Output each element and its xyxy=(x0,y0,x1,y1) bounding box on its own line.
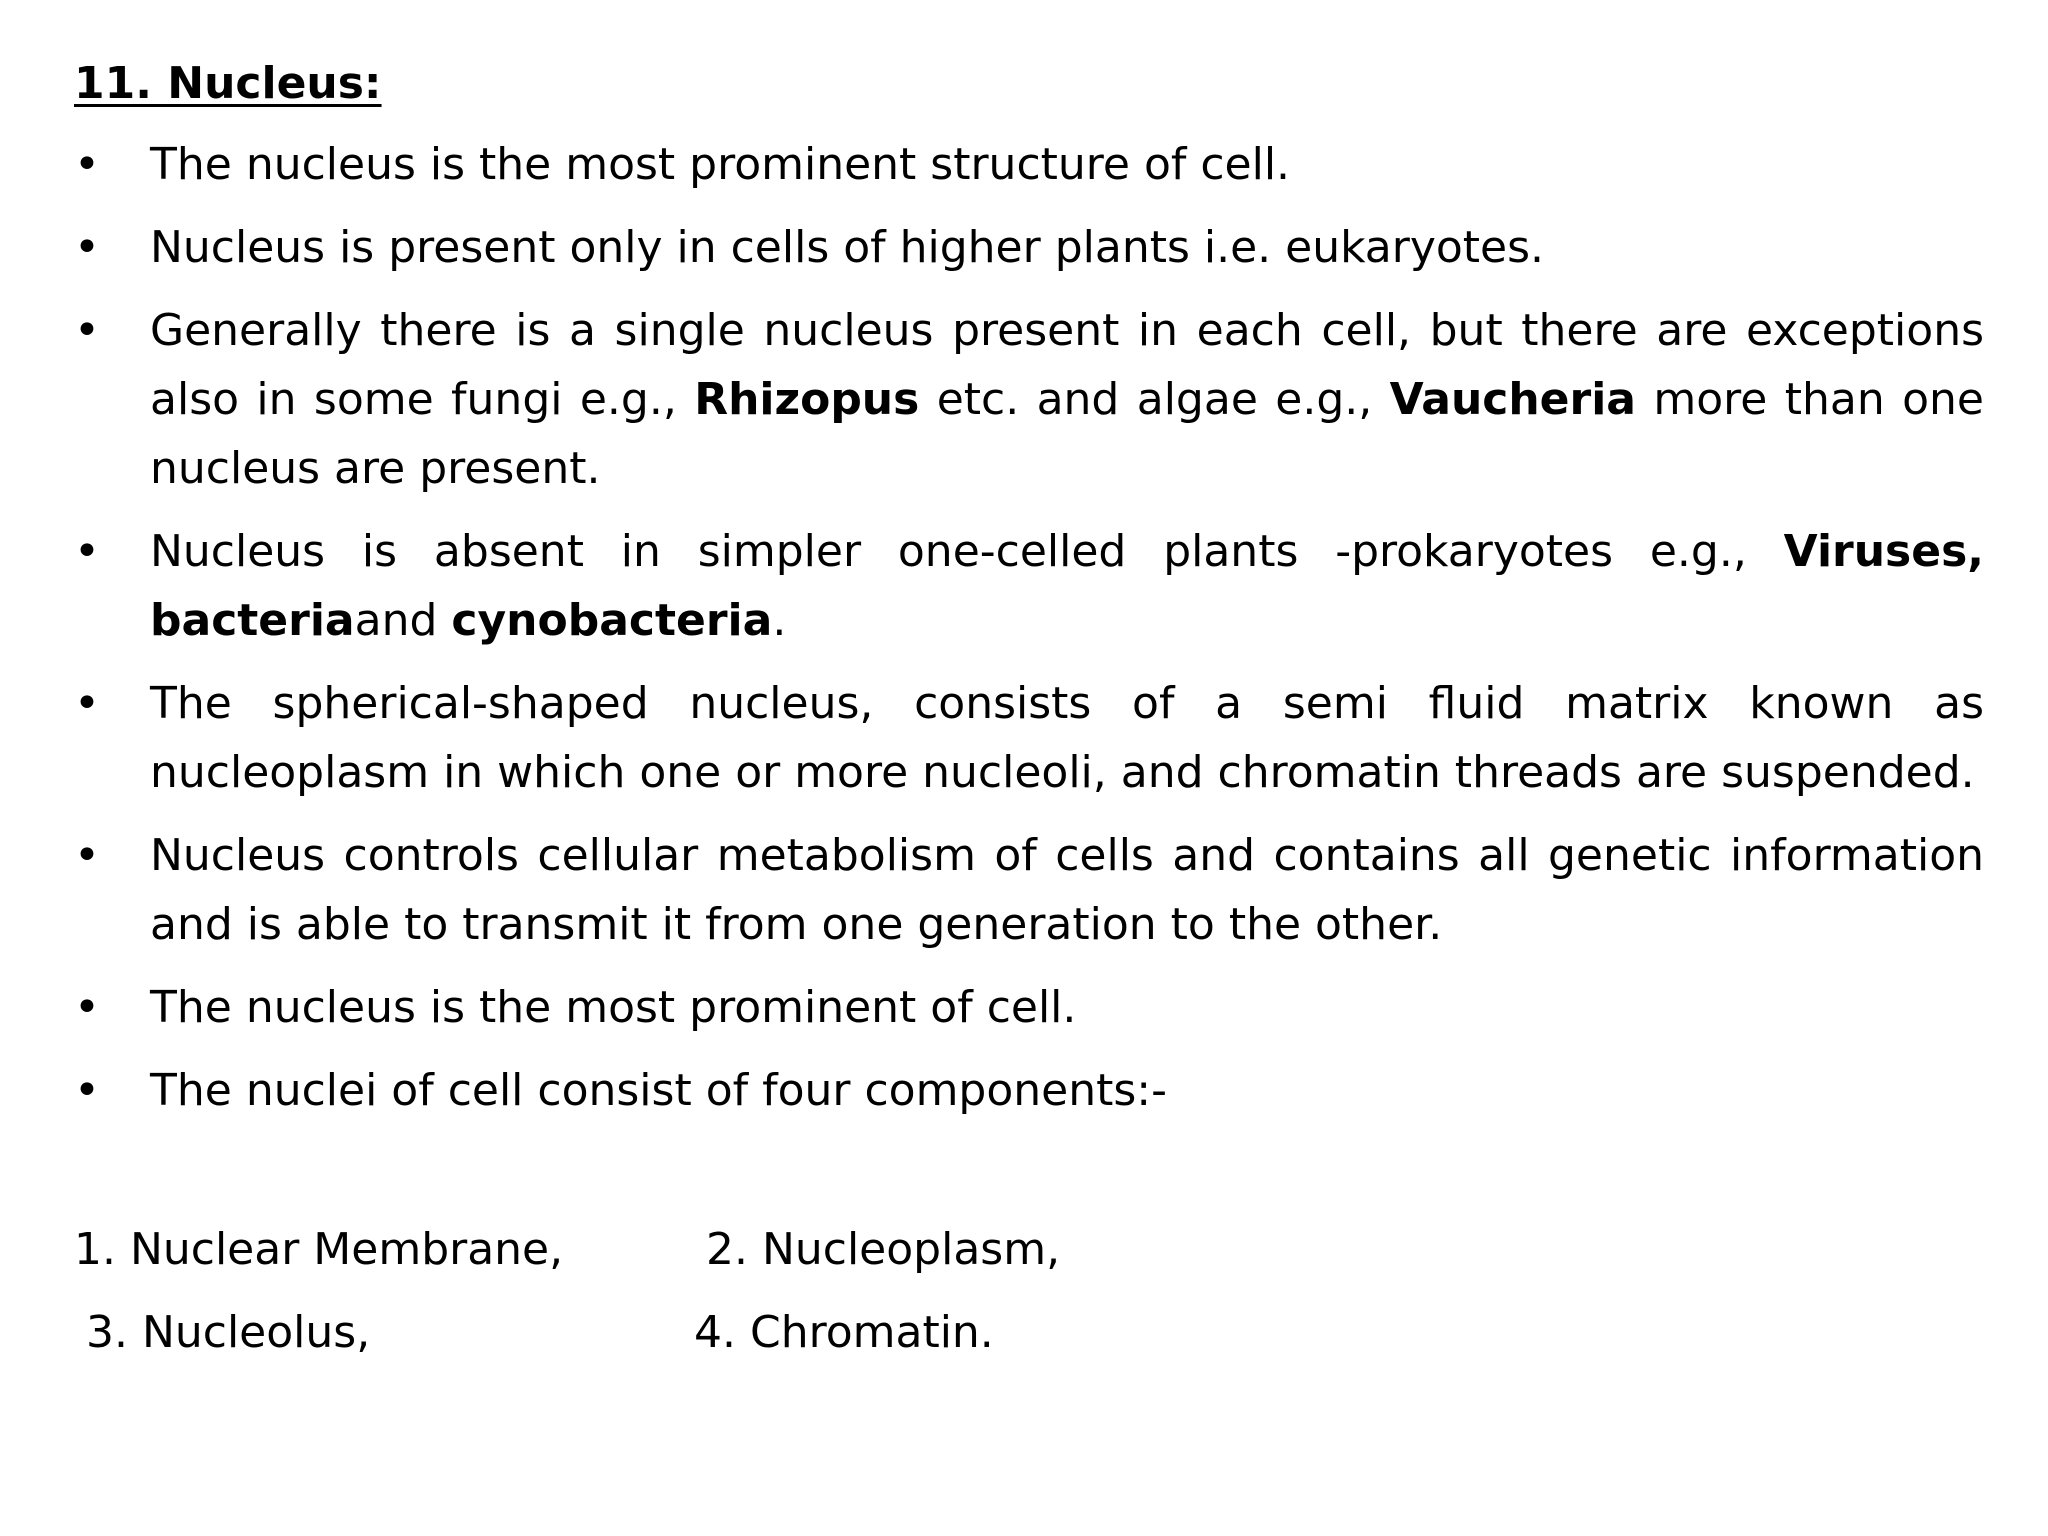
bullet-list xyxy=(74,130,1984,1139)
bullet-dot-icon: • xyxy=(74,982,100,1033)
component-nucleoplasm: 2. Nucleoplasm, xyxy=(706,1224,1061,1275)
bullet-dot-icon: • xyxy=(74,139,100,190)
bullet-item xyxy=(74,821,1984,959)
bullet-text xyxy=(150,1065,1167,1116)
component-nuclear-membrane: 1. Nuclear Membrane, xyxy=(74,1224,564,1275)
bullet-item xyxy=(74,296,1984,503)
bullet-dot-icon: • xyxy=(74,305,100,356)
text-segment: The spherical-shaped nucleus, consists of a semi fluid matrix known as nucleoplasm in which one or more nucleoli, and chromatin threads are suspended. xyxy=(150,678,1984,798)
text-segment-bold: Viruses, bacteria xyxy=(150,526,1984,646)
bullet-text xyxy=(150,830,1984,950)
bullet-dot-icon: • xyxy=(74,526,100,577)
text-segment: The nuclei of cell consist of four components:- xyxy=(150,1065,1168,1116)
bullet-item xyxy=(74,1056,1984,1125)
text-segment: The nucleus is the most prominent structure of cell. xyxy=(150,139,1291,190)
bullet-text xyxy=(150,678,1984,798)
text-segment: Generally there is a single nucleus present in each cell, but there are exceptions also in some fungi e.g., xyxy=(150,305,1984,425)
text-segment: The nucleus is the most prominent of cell. xyxy=(150,982,1077,1033)
text-segment: more than one nucleus are present. xyxy=(150,374,1984,494)
bullet-dot-icon: • xyxy=(74,678,100,729)
bullet-dot-icon: • xyxy=(74,222,100,273)
text-segment: Nucleus controls cellular metabolism of cells and contains all genetic information and is able to transmit it from one generation to the other. xyxy=(150,830,1984,950)
component-nucleolus: 3. Nucleolus, xyxy=(86,1307,371,1358)
text-segment: and xyxy=(354,595,452,646)
text-segment: . xyxy=(772,595,787,646)
component-chromatin: 4. Chromatin. xyxy=(694,1307,994,1358)
text-segment-bold: Rhizopus xyxy=(694,374,920,425)
bullet-item xyxy=(74,213,1984,282)
text-segment-bold: cynobacteria xyxy=(451,595,773,646)
bullet-text xyxy=(150,526,1984,646)
bullet-text xyxy=(150,139,1290,190)
bullet-item xyxy=(74,973,1984,1042)
bullet-text xyxy=(150,305,1984,494)
bullet-dot-icon: • xyxy=(74,1065,100,1116)
bullet-item xyxy=(74,517,1984,655)
text-segment: etc. and algae e.g., xyxy=(919,374,1390,425)
slide-heading: 11. Nucleus: xyxy=(74,58,382,109)
bullet-item xyxy=(74,669,1984,807)
bullet-dot-icon: • xyxy=(74,830,100,881)
bullet-item xyxy=(74,130,1984,199)
text-segment: Nucleus is present only in cells of higher plants i.e. eukaryotes. xyxy=(150,222,1545,273)
bullet-text xyxy=(150,222,1544,273)
bullet-text xyxy=(150,982,1076,1033)
text-segment-bold: Vaucheria xyxy=(1389,374,1636,425)
text-segment: Nucleus is absent in simpler one-celled plants -prokaryotes e.g., xyxy=(150,526,1784,577)
